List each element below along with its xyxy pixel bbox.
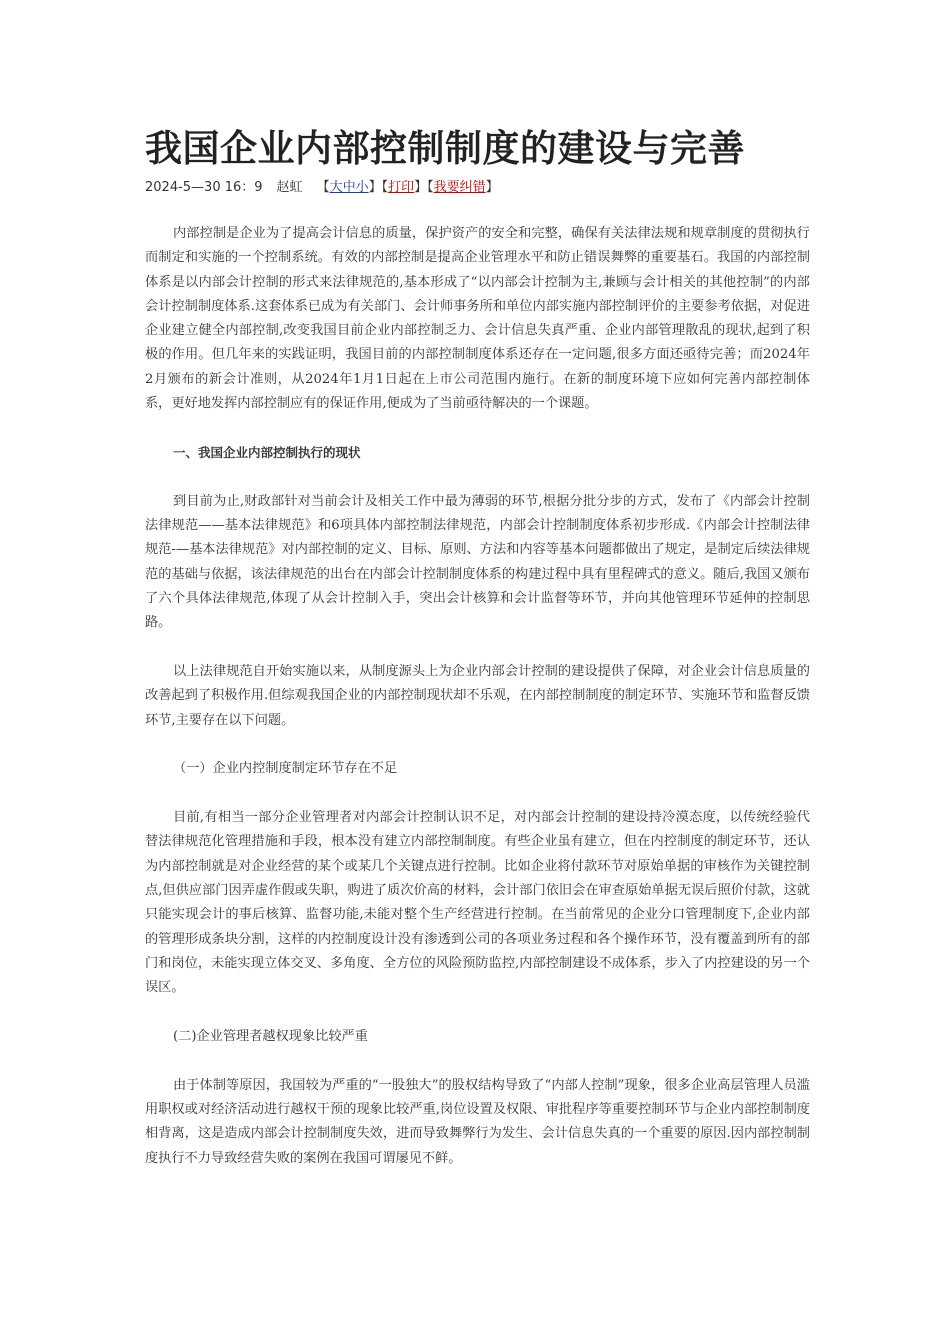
font-size-link[interactable]: 大中小 bbox=[329, 180, 369, 195]
article-body bbox=[145, 222, 810, 1171]
bracket-close: 】 bbox=[485, 180, 499, 195]
article-date: 2024-5—30 16：9 bbox=[145, 180, 263, 195]
subheading-2: (二)企业管理者越权现象比较严重 bbox=[173, 1029, 368, 1045]
article-meta bbox=[145, 178, 810, 198]
print-link[interactable]: 打印 bbox=[388, 180, 415, 195]
article-title: 我国企业内部控制制度的建设与完善 bbox=[145, 126, 745, 170]
section-heading-1: 一、我国企业内部控制执行的现状 bbox=[173, 444, 361, 460]
paragraph-subsection-2: 由于体制等原因，我国较为严重的“一股独大”的股权结构导致了“内部人控制”现象，很多企业高层管理人员滥用职权或对经济活动进行越权干预的现象比较严重,岗位设置及权限、审批程序等重要控制环节与企业内部控制制度相背离，这是造成内部会计控制制度失效，进而导致舞弊行为发生、会计信息失真的一个重要的原因.因内部控制制度执行不力导致经营失败的案例在我国可谓屡见不鲜。 bbox=[145, 1077, 810, 1166]
bracket-sep-1: 】【 bbox=[368, 180, 389, 195]
paragraph-problems-intro: 以上法律规范自开始实施以来，从制度源头上为企业内部会计控制的建设提供了保障，对企业会计信息质量的改善起到了积极作用.但综观我国企业的内部控制现状却不乐观，在内部控制制度的制定环节、实施环节和监督反馈环节,主要存在以下问题。 bbox=[145, 663, 810, 728]
bracket-open: 【 bbox=[316, 180, 330, 195]
paragraph-intro: 内部控制是企业为了提高会计信息的质量，保护资产的安全和完整，确保有关法律法规和规章制度的贯彻执行而制定和实施的一个控制系统。有效的内部控制是提高企业管理水平和防止错误舞弊的重要基石。我国的内部控制体系是以内部会计控制的形式来法律规范的,基本形成了“以内部会计控制为主,兼顾与会计相关的其他控制”的内部会计控制制度体系.这套体系已成为有关部门、会计师事务所和单位内部实施内部控制评价的主要参考依据，对促进企业建立健全内部控制,改变我国目前企业内部控制乏力、会计信息失真严重、企业内部管理散乱的现状,起到了积极的作用。但几年来的实践证明，我国目前的内部控制制度体系还存在一定问题,很多方面还亟待完善；而2024年2月颁布的新会计准则，从2024年1月1日起在上市公司范围内施行。在新的制度环境下应如何完善内部控制体系，更好地发挥内部控制应有的保证作用,便成为了当前亟待解决的一个课题。 bbox=[145, 226, 810, 412]
bracket-sep-2: 】【 bbox=[414, 180, 434, 195]
paragraph-current-status: 到目前为止,财政部针对当前会计及相关工作中最为薄弱的环节,根据分批分步的方式，发布了《内部会计控制法律规范——基本法律规范》和6项具体内部控制法律规范，内部会计控制制度体系初步形成.《内部会计控制法律规范-—基本法律规范》对内部控制的定义、目标、原则、方法和内容等基本问题都做出了规定，是制定后续法律规范的基础与依据，该法律规范的出台在内部会计控制制度体系的构建过程中具有里程碑式的意义。随后,我国又颁布了六个具体法律规范,体现了从会计控制入手，突出会计核算和会计监督等环节，并向其他管理环节延伸的控制思路。 bbox=[145, 493, 810, 631]
report-error-link[interactable]: 我要纠错 bbox=[433, 180, 486, 195]
paragraph-subsection-1: 目前,有相当一部分企业管理者对内部会计控制认识不足，对内部会计控制的建设持冷漠态度，以传统经验代替法律规范化管理措施和手段，根本没有建立内部控制制度。有些企业虽有建立，但在内控制度的制定环节，还认为内部控制就是对企业经营的某个或某几个关键点进行控制。比如企业将付款环节对原始单据的审核作为关键控制点,但供应部门因弄虚作假或失职，购进了质次价高的材料，会计部门依旧会在审查原始单据无误后照价付款，这就只能实现会计的事后核算、监督功能,未能对整个生产经营进行控制。在当前常见的企业分口管理制度下,企业内部的管理形成条块分割，这样的内控制度设计没有渗透到公司的各项业务过程和各个操作环节，没有覆盖到所有的部门和岗位，未能实现立体交叉、多角度、全方位的风险预防监控,内部控制建设不成体系，步入了内控建设的另一个误区。 bbox=[145, 810, 810, 996]
article bbox=[145, 118, 810, 1196]
subheading-1: （一）企业内控制度制定环节存在不足 bbox=[173, 761, 398, 777]
article-author: 赵虹 bbox=[276, 180, 303, 195]
